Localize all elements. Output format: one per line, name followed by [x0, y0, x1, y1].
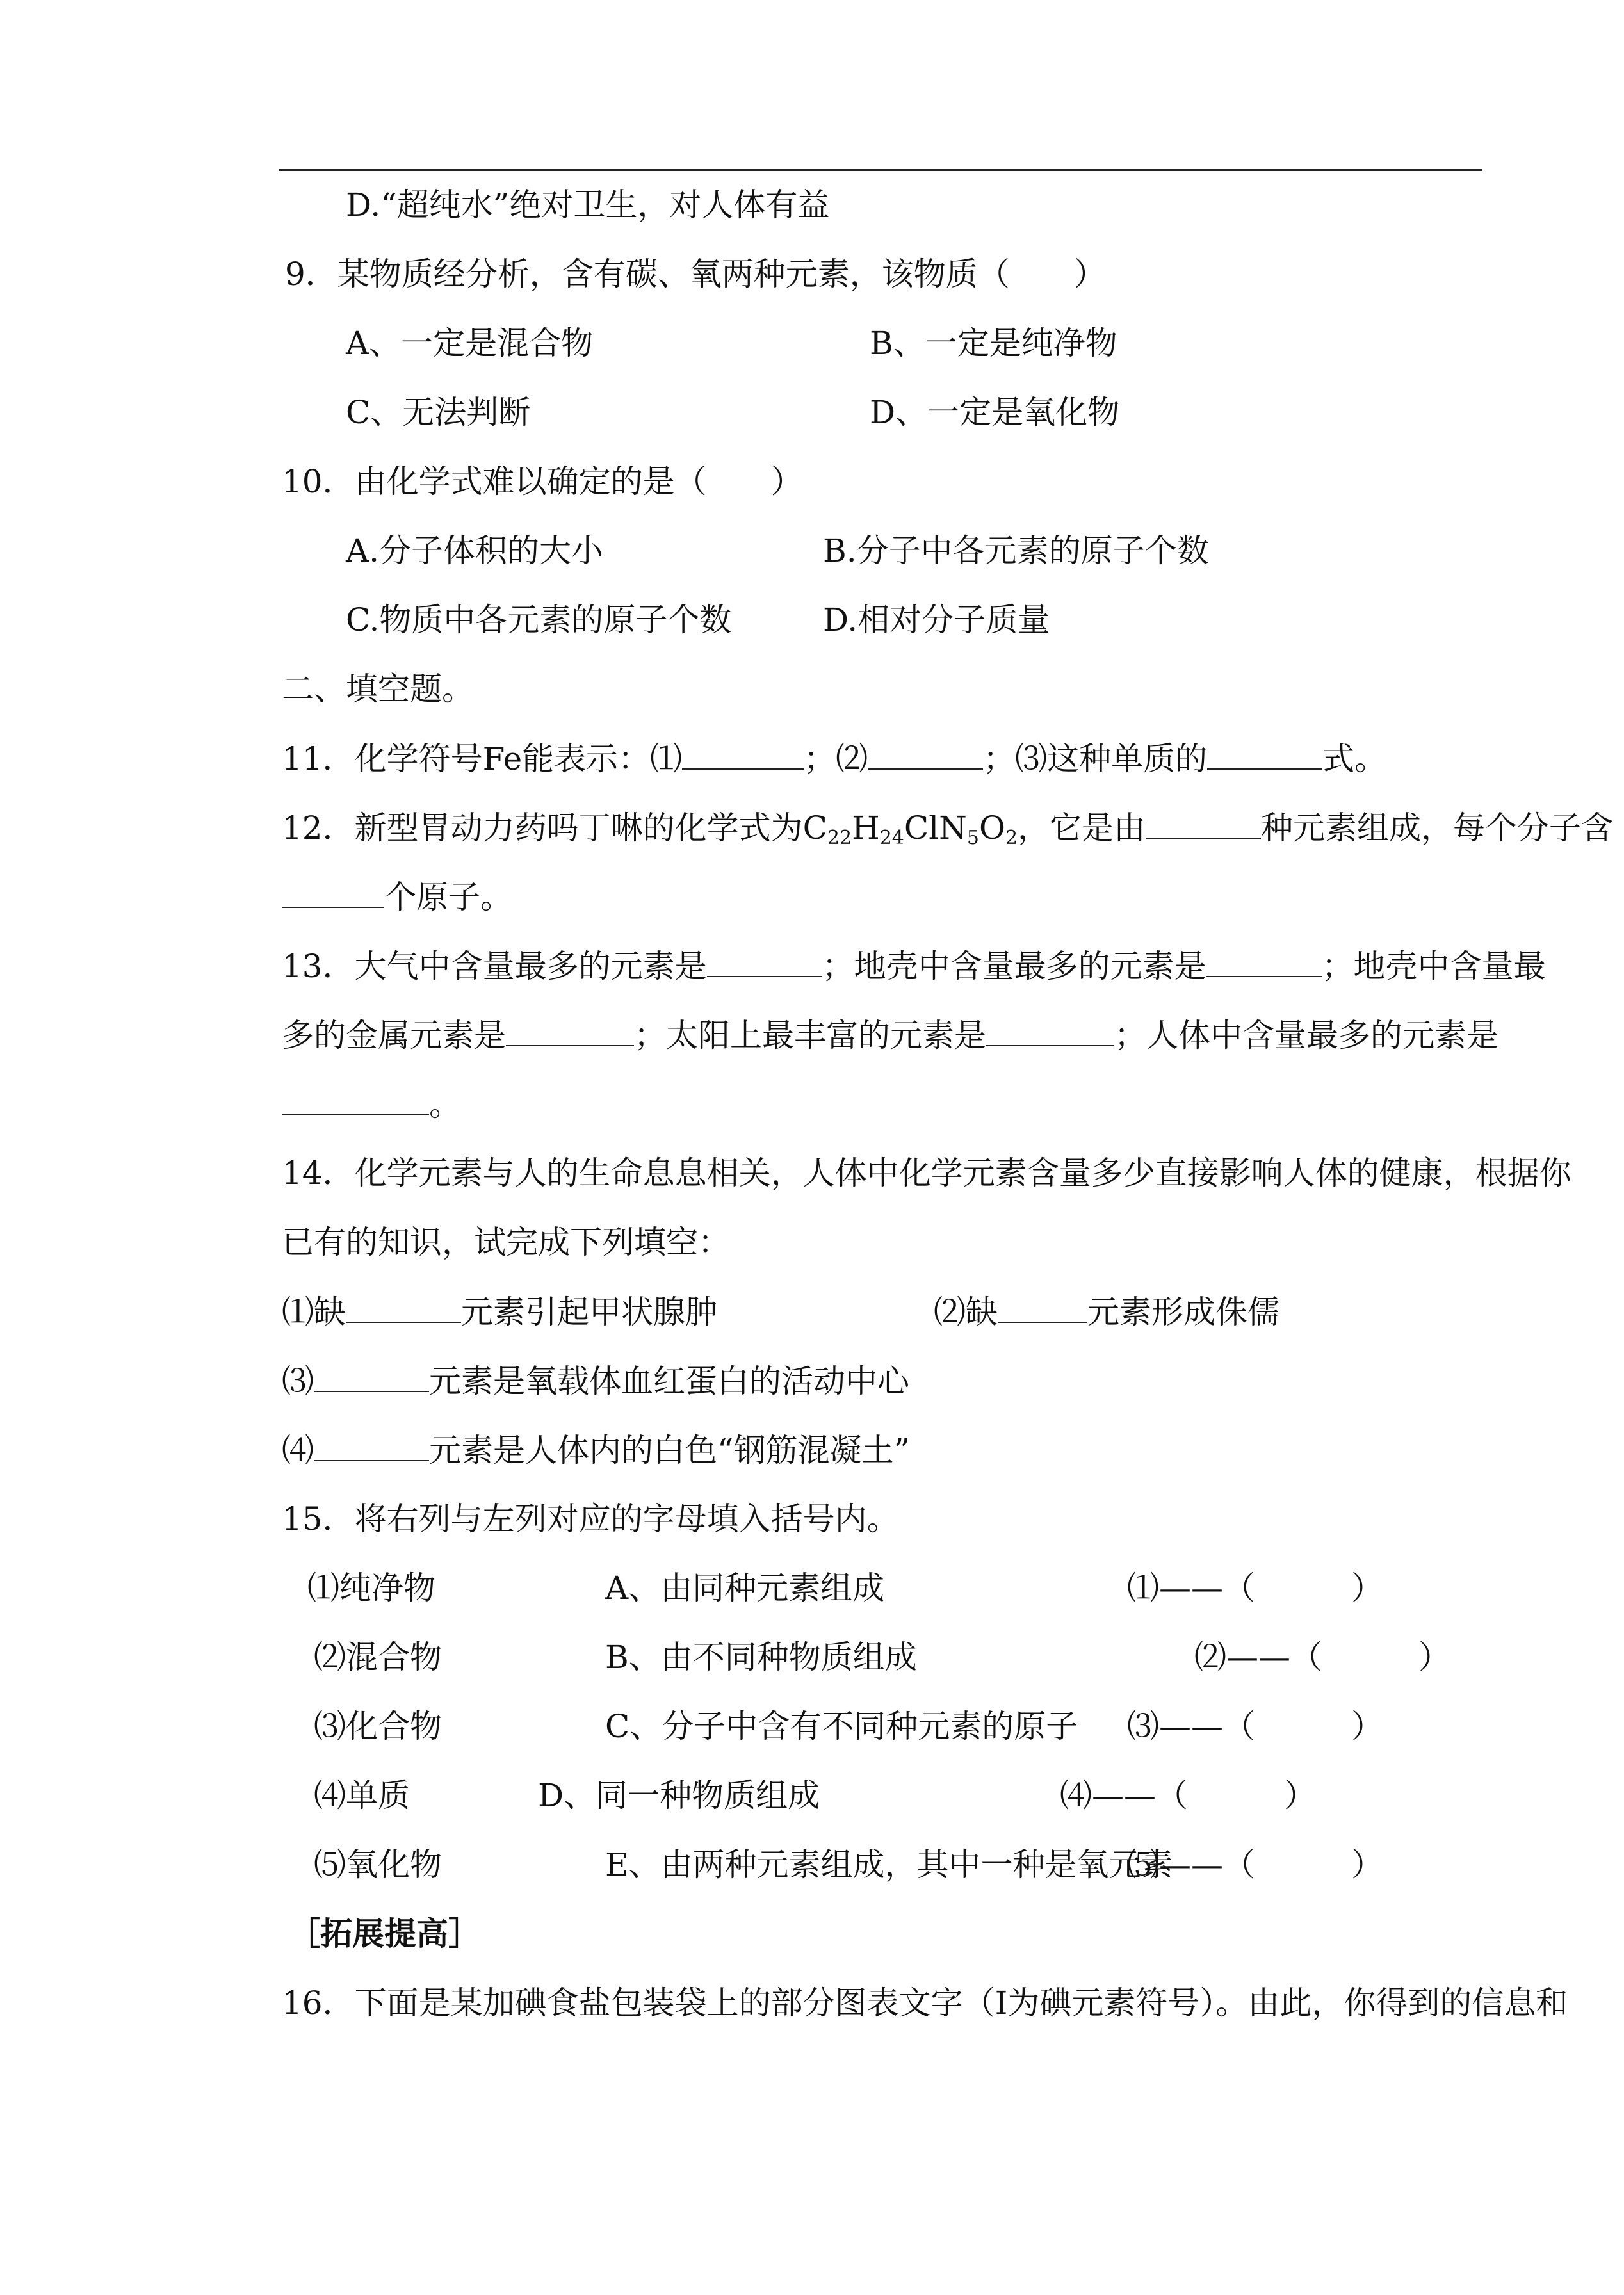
q13-text-5: ；太阳上最丰富的元素是	[634, 1017, 986, 1054]
q14-item-4-text: 元素是人体内的白色“钢筋混凝土”	[429, 1432, 911, 1469]
q14-item-1-prefix: ⑴缺	[282, 1293, 346, 1331]
q12-text-3: 种元素组成，每个分子含	[1261, 809, 1614, 847]
q13-line-1	[282, 946, 1546, 985]
q10-option-a: A.分子体积的大小	[346, 532, 604, 569]
q13-blank-3[interactable]	[506, 1016, 634, 1046]
q12-sub-h: 24	[879, 827, 904, 849]
q9-option-d: D、一定是氧化物	[870, 394, 1120, 431]
q14-item-2-prefix: ⑵缺	[934, 1293, 998, 1331]
q11-blank-3[interactable]	[1207, 739, 1322, 770]
q11-text-4: 式。	[1322, 740, 1387, 777]
q9-stem: 9．某物质经分析，含有碳、氧两种元素，该物质（ ）	[285, 255, 1106, 293]
q15-row-5-mid: E、由两种元素组成，其中一种是氧元素	[605, 1846, 1173, 1883]
q13-text-2: ；地壳中含量最多的元素是	[822, 948, 1206, 985]
q15-row-2-mid: B、由不同种物质组成	[605, 1639, 917, 1676]
section-heading-fill-in: 二、填空题。	[282, 670, 474, 708]
q12-cln: ClN	[904, 809, 967, 847]
q14-item-2	[934, 1292, 1279, 1331]
q13-blank-4[interactable]	[986, 1016, 1114, 1046]
q9-option-c: C、无法判断	[346, 394, 531, 431]
q12-sub-o: 2	[1005, 827, 1018, 849]
q12-line-1	[282, 808, 1613, 857]
q12-sub-c: 22	[827, 827, 852, 849]
q15-row-4-mid: D、同一种物质组成	[538, 1777, 820, 1814]
q14-item-1-text: 元素引起甲状腺肿	[461, 1293, 717, 1331]
q12-line-2	[282, 877, 512, 916]
q10-option-b: B.分子中各元素的原子个数	[823, 532, 1209, 569]
q15-row-1-right: ⑴——（ ）	[1127, 1569, 1383, 1607]
q11-blank-2[interactable]	[868, 739, 983, 770]
q10-stem: 10．由化学式难以确定的是（ ）	[282, 463, 803, 500]
q12-text-4: 个原子。	[384, 879, 512, 916]
q10-option-c: C.物质中各元素的原子个数	[346, 601, 732, 638]
q14-item-3	[282, 1361, 909, 1400]
q12-text-2: ，它是由	[1018, 809, 1146, 847]
q15-row-3-left: ⑶化合物	[314, 1708, 442, 1745]
q11	[282, 739, 1386, 778]
q15-stem: 15．将右列与左列对应的字母填入括号内。	[282, 1500, 899, 1537]
q13-blank-2[interactable]	[1206, 946, 1322, 977]
q13-text-7: 。	[429, 1086, 461, 1123]
q13-text-1: 13．大气中含量最多的元素是	[282, 948, 707, 985]
q13-text-6: ；人体中含量最多的元素是	[1114, 1017, 1498, 1054]
q14-item-1	[282, 1292, 717, 1331]
q8-option-d: D.“超纯水”绝对卫生，对人体有益	[346, 186, 830, 223]
q15-row-2-right: ⑵——（ ）	[1194, 1639, 1450, 1676]
q13-text-4: 多的金属元素是	[282, 1017, 506, 1054]
q12-text-1: 12．新型胃动力药吗丁啉的化学式为C	[282, 809, 827, 847]
q12-blank-1[interactable]	[1146, 808, 1261, 839]
q12-sub-n: 5	[966, 827, 979, 849]
q11-blank-1[interactable]	[682, 739, 804, 770]
q13-blank-1[interactable]	[707, 946, 822, 977]
q15-row-3-right: ⑶——（ ）	[1127, 1708, 1383, 1745]
q11-text-3: ；⑶这种单质的	[983, 740, 1208, 777]
q14-item-3-prefix: ⑶	[282, 1363, 314, 1400]
section-heading-extension: ［拓展提高］	[288, 1915, 480, 1952]
q13-text-3: ；地壳中含量最	[1321, 948, 1546, 985]
q14-item-4-prefix: ⑷	[282, 1432, 314, 1469]
q13-line-3	[282, 1085, 461, 1124]
q14-blank-4[interactable]	[314, 1431, 429, 1461]
q15-row-1-left: ⑴纯净物	[307, 1569, 435, 1607]
q14-line-1: 14．化学元素与人的生命息息相关，人体中化学元素含量多少直接影响人体的健康，根据你	[282, 1155, 1571, 1192]
q14-line-2: 已有的知识，试完成下列填空：	[282, 1224, 730, 1261]
q15-row-5-right: ⑸——（ ）	[1127, 1846, 1383, 1883]
q12-h: H	[852, 809, 880, 847]
q15-row-1-mid: A、由同种元素组成	[605, 1569, 885, 1607]
q14-blank-1[interactable]	[346, 1292, 461, 1323]
q15-row-5-left: ⑸氧化物	[314, 1846, 442, 1883]
q14-item-4	[282, 1431, 910, 1470]
q15-row-4-left: ⑷单质	[314, 1777, 410, 1814]
q13-line-2	[282, 1016, 1498, 1055]
q12-o: O	[978, 809, 1005, 847]
q16-stem: 16．下面是某加碘食盐包装袋上的部分图表文字（I为碘元素符号）。由此，你得到的信息和	[282, 1984, 1568, 2022]
header-rule	[279, 169, 1482, 171]
q14-item-3-text: 元素是氧载体血红蛋白的活动中心	[429, 1363, 909, 1400]
q13-blank-5[interactable]	[282, 1085, 429, 1115]
q14-blank-3[interactable]	[314, 1361, 429, 1392]
q14-blank-2[interactable]	[998, 1292, 1087, 1323]
q9-option-b: B、一定是纯净物	[870, 325, 1117, 362]
q11-text-2: ；⑵	[804, 740, 868, 777]
q15-row-3-mid: C、分子中含有不同种元素的原子	[605, 1708, 1078, 1745]
q9-option-a: A、一定是混合物	[346, 325, 594, 362]
q15-row-2-left: ⑵混合物	[314, 1639, 442, 1676]
q15-row-4-right: ⑷——（ ）	[1060, 1777, 1316, 1814]
q14-item-2-text: 元素形成侏儒	[1087, 1293, 1279, 1331]
q11-text-1: 11．化学符号Fe能表示：⑴	[282, 740, 683, 777]
q10-option-d: D.相对分子质量	[823, 601, 1050, 638]
q12-blank-2[interactable]	[282, 877, 384, 908]
